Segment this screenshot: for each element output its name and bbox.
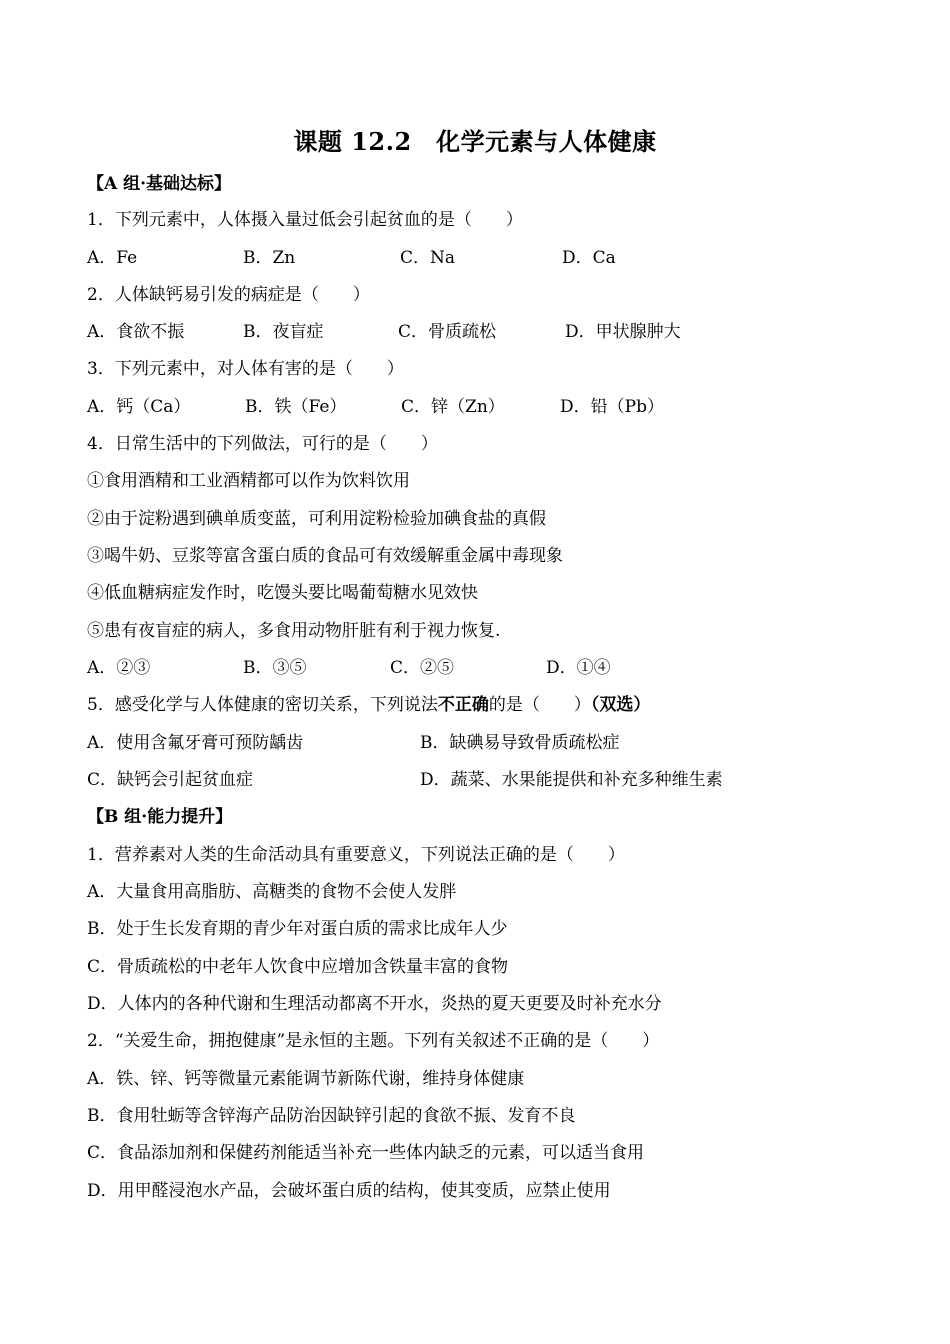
question-a4-item-5: ⑤患有夜盲症的病人，多食用动物肝脏有利于视力恢复. [87,621,501,641]
question-a2-stem: 2．人体缺钙易引发的病症是（ ） [87,285,370,305]
question-a4-item-1: ①食用酒精和工业酒精都可以作为饮料饮用 [87,471,410,491]
option-b2-d: D．用甲醛浸泡水产品，会破坏蛋白质的结构，使其变质，应禁止使用 [87,1181,611,1201]
question-a5-tag: （双选） [590,695,651,715]
option-a1-d: D．Ca [562,248,616,268]
question-a5-stem-end: 的是（ ） [488,695,591,715]
option-b2-c: C．食品添加剂和保健药剂能适当补充一些体内缺乏的元素，可以适当食用 [87,1143,645,1163]
option-a5-b: B．缺碘易导致骨质疏松症 [420,733,620,753]
section-heading-a: 【A 组·基础达标】 [87,174,232,194]
option-b2-b: B．食用牡蛎等含锌海产品防治因缺锌引起的食欲不振、发育不良 [87,1106,576,1126]
section-heading-b: 【B 组·能力提升】 [87,807,233,827]
option-a4-b: B．③⑤ [243,658,307,678]
option-a4-a: A．②③ [87,658,151,678]
option-b1-c: C．骨质疏松的中老年人饮食中应增加含铁量丰富的食物 [87,957,509,977]
question-a5-stem [87,693,650,717]
option-a3-d: D．铅（Pb） [560,397,664,417]
option-a1-a: A．Fe [87,248,138,268]
option-a2-d: D．甲状腺肿大 [565,322,681,342]
option-b1-b: B．处于生长发育期的青少年对蛋白质的需求比成年人少 [87,919,508,939]
question-a4-stem: 4．日常生活中的下列做法，可行的是（ ） [87,434,438,454]
option-a3-c: C．锌（Zn） [401,397,505,417]
option-a1-b: B．Zn [243,248,296,268]
option-a5-a: A．使用含氟牙膏可预防龋齿 [87,733,304,753]
option-a3-a: A．钙（Ca） [87,397,191,417]
option-a1-c: C．Na [400,248,456,268]
option-b1-d: D．人体内的各种代谢和生理活动都离不开水，炎热的夏天更要及时补充水分 [87,994,662,1014]
question-b1-stem: 1．营养素对人类的生命活动具有重要意义，下列说法正确的是（ ） [87,845,625,865]
question-a5-emphasis: 不正确 [437,695,489,715]
question-a4-item-3: ③喝牛奶、豆浆等富含蛋白质的食品可有效缓解重金属中毒现象 [87,546,563,566]
option-a2-b: B．夜盲症 [243,322,324,342]
question-a3-stem: 3．下列元素中，对人体有害的是（ ） [87,359,404,379]
option-b1-a: A．大量食用高脂肪、高糖类的食物不会使人发胖 [87,882,457,902]
option-a2-c: C．骨质疏松 [398,322,497,342]
page-title: 课题 12.2 化学元素与人体健康 [293,127,657,156]
question-b2-stem: 2．“关爱生命，拥抱健康”是永恒的主题。下列有关叙述不正确的是（ ） [87,1031,660,1051]
question-a4-item-4: ④低血糖病症发作时，吃馒头要比喝葡萄糖水见效快 [87,583,478,603]
option-a2-a: A．食欲不振 [87,322,185,342]
question-a4-item-2: ②由于淀粉遇到碘单质变蓝，可利用淀粉检验加碘食盐的真假 [87,509,546,529]
option-b2-a: A．铁、锌、钙等微量元素能调节新陈代谢，维持身体健康 [87,1069,525,1089]
option-a5-c: C．缺钙会引起贫血症 [87,770,254,790]
option-a5-d: D．蔬菜、水果能提供和补充多种维生素 [420,770,723,790]
option-a4-d: D．①④ [546,658,611,678]
question-a5-stem-start: 5．感受化学与人体健康的密切关系，下列说法 [87,695,438,715]
question-a1-stem: 1．下列元素中，人体摄入量过低会引起贫血的是（ ） [87,210,523,230]
option-a3-b: B．铁（Fe） [245,397,347,417]
option-a4-c: C．②⑤ [390,658,455,678]
